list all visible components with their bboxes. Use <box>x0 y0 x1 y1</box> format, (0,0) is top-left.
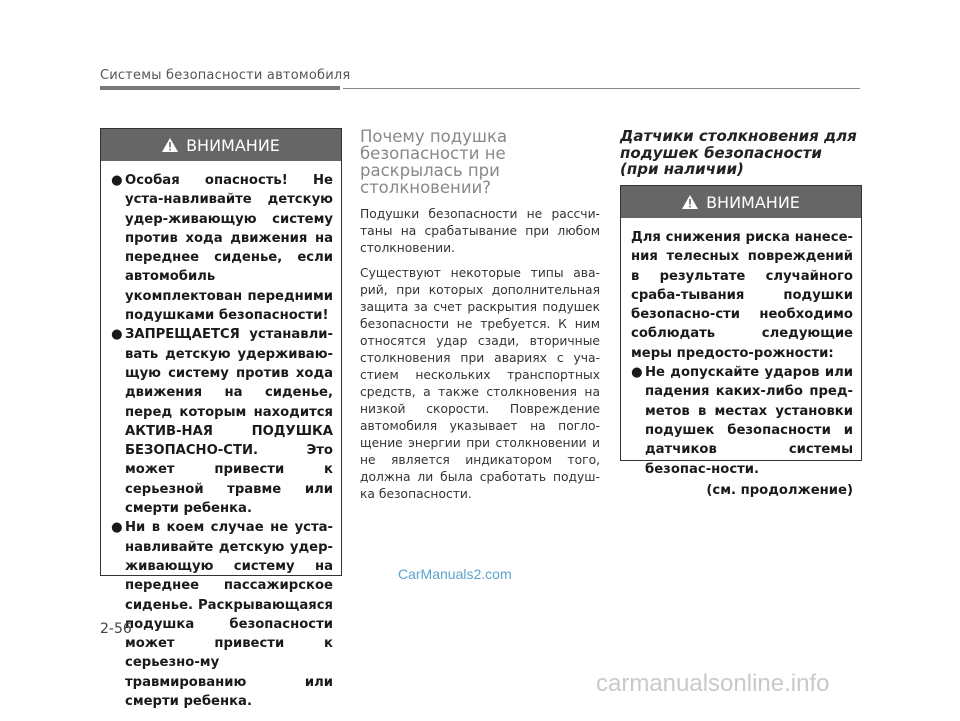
warning-bullet <box>111 325 333 518</box>
watermark-link[interactable]: CarManuals2.com <box>398 566 512 582</box>
warning-body <box>101 161 341 721</box>
warning-box-right <box>620 185 862 498</box>
bullet-text: Ни в коем случае не уста-навливайте детскую удер-живающую систему на переднее пассажирское сиденье. Раскрывающаяся подушка безопасности может привести к серьезно-му травмированию или смерти ребенка. <box>125 520 333 710</box>
warning-heading: ВНИМАНИЕ <box>706 192 800 212</box>
section-right <box>620 128 860 178</box>
section-paragraph: Подушки безопасности не рассчи-таны на срабатывание при любом столкновении. <box>360 207 600 255</box>
bullet-text: Особая опасность! Не уста-навливайте детскую удер-живающую систему против хода движения на переднее сиденье, если автомобиль укомплектован передними подушками безопасности! <box>125 173 333 324</box>
bullet-text: ЗАПРЕЩАЕТСЯ устанавли-вать детскую удерживаю-щую систему против хода движения на сиденье, перед которым находится АКТИВ-НАЯ ПОДУШКА БЕЗОПАСНО-СТИ. Это может привести к серьезной травме или смерти ребенка. <box>125 327 333 517</box>
warning-intro: Для снижения риска нанесе-ния телесных повреждений в результате случайного сраба-тывания подушки безопасно-сти необходимо соблюдать следующие меры предосто-рожности: <box>631 230 853 361</box>
header-rule-thick <box>100 86 340 90</box>
bullet-dot: ● <box>111 327 123 343</box>
warning-body <box>621 218 861 510</box>
section-paragraph: Существуют некоторые типы ава-рий, при которых дополнительная защита за счет раскрытия подушек безопасности не требуется. К ним относятся удар сзади, вторичные столкновения при авариях с уча-стием нескольких транспортных средств, а также столкновения на низкой скорости. Повреждение автомобиля указывает на погло-щение энергии при столкновении и не является индикатором того, должна ли была сработать подуш-ка безопасности. <box>360 266 600 501</box>
page-header-title: Системы безопасности автомобиля <box>100 68 351 83</box>
section-heading: Почему подушка безопасности не раскрылась при столкновении? <box>360 127 508 197</box>
header-rule-thin <box>343 88 860 89</box>
warning-bullet <box>111 171 333 325</box>
section-heading-italic: Датчики столкновения для подушек безопасности (при наличии) <box>620 127 857 178</box>
bullet-dot: ● <box>631 365 643 381</box>
watermark-bottom: carmanualsonline.info <box>596 670 830 697</box>
bullet-text: Не допускайте ударов или падения каких-либо пред-метов в местах установки подушек безопасности и датчиков системы безопас-ности. <box>645 365 853 477</box>
warning-header <box>621 186 861 218</box>
warning-header <box>101 129 341 161</box>
bullet-dot: ● <box>111 173 123 188</box>
warning-heading: ВНИМАНИЕ <box>186 135 280 155</box>
continued-note: (см. продолжение) <box>706 482 853 498</box>
section-middle <box>360 128 600 511</box>
page-number: 2-56 <box>100 621 132 637</box>
warning-triangle-icon <box>682 195 698 209</box>
bullet-dot: ● <box>111 520 123 536</box>
warning-triangle-icon <box>162 138 178 152</box>
warning-bullet <box>111 518 333 711</box>
warning-bullet <box>631 363 853 479</box>
